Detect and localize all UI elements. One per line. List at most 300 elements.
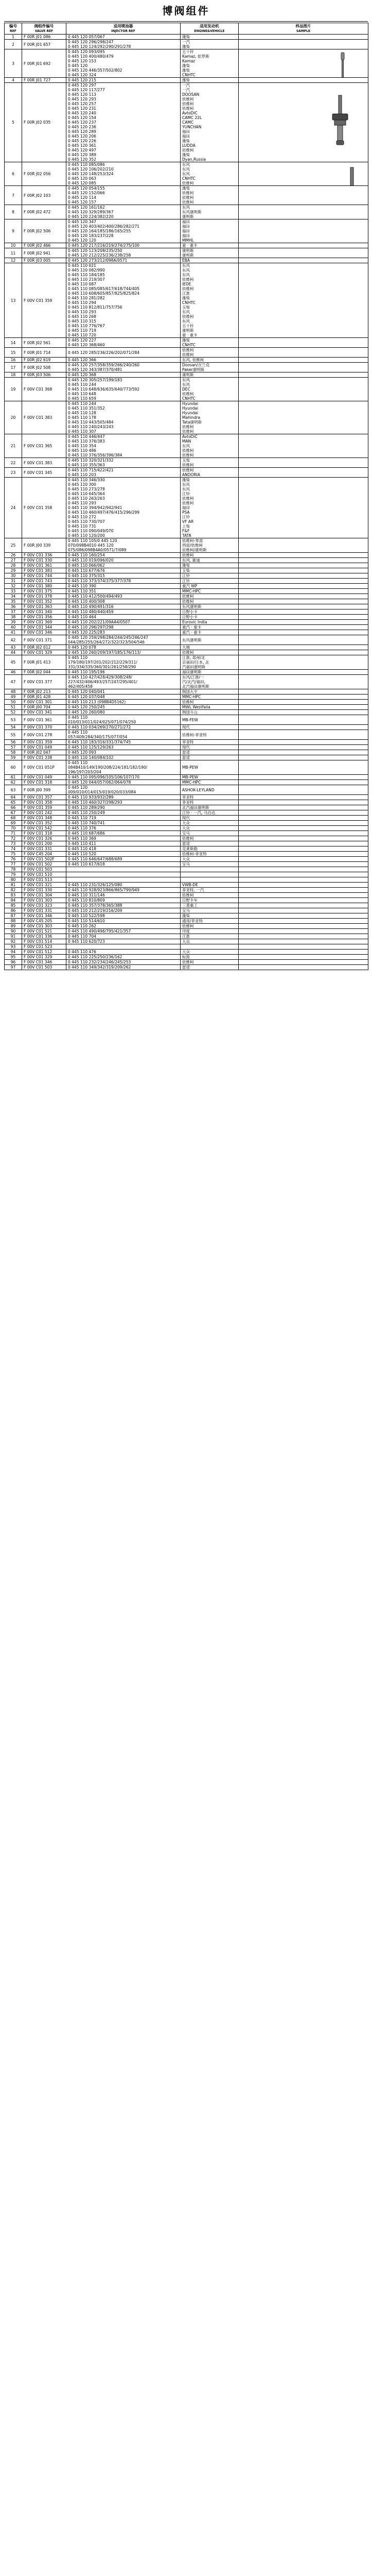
sample-cell: [239, 670, 368, 675]
engine-ref: 玉柴: [182, 568, 190, 573]
valve-ref: F 00V C01 330: [22, 888, 66, 893]
table-row: [5, 831, 368, 836]
injector-ref: 0 445 120 400/480/479: [68, 54, 114, 59]
engine-ref: 江淮: [182, 291, 190, 296]
injector-ref: 0 445 120 297: [68, 83, 96, 88]
injector-ref: 0 445 120 289: [68, 129, 96, 134]
injector-refs: [66, 872, 181, 877]
injector-refs: [66, 841, 181, 846]
valve-ref: F 00V C01 359: [22, 740, 66, 745]
row-number: 25: [5, 538, 22, 553]
injector-ref: 0 445 110 354: [68, 444, 96, 448]
injector-ref: 0 445 120 040/041: [68, 689, 105, 694]
table-row: [5, 434, 368, 458]
valve-ref: F 00V C01 345: [22, 468, 66, 478]
engine-ref: MB-PEW: [182, 775, 198, 779]
table-row: [5, 604, 368, 609]
row-number: 11: [5, 248, 22, 258]
table-row: [5, 888, 368, 893]
injector-ref: 0 445 110 460/327/298/293: [68, 800, 122, 805]
injector-ref: 0 445 110 085/085/617/618/744/405: [68, 286, 140, 291]
engine-ref: Hyundai: [182, 411, 199, 415]
engine-refs: [181, 872, 239, 877]
sample-cell: [239, 655, 368, 670]
row-number: 5: [5, 83, 22, 162]
valve-ref: F 00V C01 521: [22, 929, 66, 934]
table-row: [5, 841, 368, 846]
row-number: 3: [5, 49, 22, 78]
valve-ref: F 00R J02 012: [22, 645, 66, 650]
injector-ref: 0 445 110 810/809: [68, 898, 105, 903]
injector-ref: 0 445 120 324: [68, 73, 96, 77]
sample-cell: [239, 857, 368, 862]
valve-ref: F 00R J02 506: [22, 219, 66, 243]
engine-refs: [181, 263, 239, 338]
table-row: [5, 872, 368, 877]
injector-refs: [66, 670, 181, 675]
injector-ref: 0 445 110: [68, 655, 88, 660]
injector-ref: 0 445 110 160/254: [68, 553, 105, 557]
valve-ref: F 00R J02 035: [22, 83, 66, 162]
engine-refs: [181, 795, 239, 800]
engine-refs: [181, 670, 239, 675]
valve-ref: F 00V C01 378: [22, 594, 66, 599]
row-number: 68: [5, 816, 22, 821]
engine-refs: [181, 740, 239, 745]
engine-refs: [181, 800, 239, 805]
injector-refs: [66, 760, 181, 775]
injector-refs: [66, 852, 181, 857]
sample-cell: [239, 635, 368, 645]
engine-ref: MMC-HPC: [182, 694, 201, 699]
engine-ref: 依维柯: [182, 463, 194, 467]
sample-cell: [239, 568, 368, 573]
engine-refs: [181, 750, 239, 755]
engine-ref: IEDE: [182, 282, 191, 286]
engine-ref: 菲亚特, 一汽: [182, 888, 204, 892]
injector-ref: 0 445 110 281/282: [68, 296, 105, 300]
injector-refs: [66, 867, 181, 872]
injector-ref: 0 445 110 195/196: [68, 670, 105, 674]
injector-ref: 0 445 120 260/080: [68, 710, 105, 715]
injector-ref: 0 445 110: [68, 715, 88, 720]
injector-ref: 0 445 120 368/460: [68, 343, 105, 347]
engine-ref: 潍柴: [182, 44, 190, 49]
row-number: 84: [5, 898, 22, 903]
header-injector: 适用喷油器 INJECTOR REF: [66, 23, 181, 35]
injector-ref: 0 445 110 620/723: [68, 939, 105, 944]
injector-ref: 0 445 120 224/382/220: [68, 214, 114, 219]
injector-ref: 0 445 120 164/185/186/165/255: [68, 229, 131, 233]
valve-ref: F 00V C01 502: [22, 862, 66, 867]
injector-ref: 0 445 120 054/155: [68, 186, 105, 191]
engine-refs: [181, 725, 239, 730]
sample-cell: [239, 877, 368, 883]
row-number: 57: [5, 745, 22, 750]
sample-cell: [239, 705, 368, 710]
injector-ref: 084B410/149/190/208/224/181/182/190/: [68, 765, 148, 770]
engine-ref: CAMC 22L: [182, 115, 202, 120]
engine-ref: 依维柯: [182, 429, 194, 434]
sample-cell: [239, 609, 368, 615]
engine-refs: [181, 358, 239, 363]
valve-assembly-icon: [322, 93, 358, 150]
row-number: 34: [5, 594, 22, 599]
row-number: 87: [5, 913, 22, 919]
injector-refs: [66, 775, 181, 780]
injector-ref: 0 445 120 497: [68, 148, 96, 152]
row-number: 62: [5, 780, 22, 785]
injector-refs: [66, 205, 181, 219]
valve-ref: F 00V C01 359: [22, 805, 66, 810]
injector-refs: [66, 826, 181, 831]
engine-ref: 大众: [182, 857, 190, 861]
engine-ref: 依维柯: [182, 191, 194, 195]
engine-ref: 大众: [182, 821, 190, 825]
injector-ref: 0 445 120 113: [68, 92, 96, 97]
engine-ref: 康明斯: [182, 248, 194, 253]
engine-ref: 潍柴: [182, 63, 190, 68]
injector-ref: 0 445 110 418: [68, 846, 96, 851]
injector-ref: 0 445 120 154: [68, 115, 96, 120]
engine-ref: ANDORIA: [182, 472, 200, 477]
injector-ref: 0 445 120 296/298/247: [68, 40, 114, 44]
engine-refs: [181, 841, 239, 846]
engine-refs: [181, 934, 239, 939]
injector-ref: 0 445 110 376/356/396/384: [68, 453, 122, 457]
row-number: 44: [5, 650, 22, 655]
valve-ref: F 00V C01 383: [22, 401, 66, 434]
injector-refs: [66, 78, 181, 83]
injector-ref: 0 445 110 090/049/070: [68, 529, 114, 533]
valve-ref: F 00V C45 204: [22, 852, 66, 857]
valve-ref: F 00V C01 303: [22, 898, 66, 903]
valve-ref: F 00V C01 361: [22, 715, 66, 725]
engine-ref: 东风: [182, 487, 190, 492]
injector-refs: [66, 83, 181, 162]
engine-ref: 江铃: [182, 579, 190, 583]
valve-ref: F 00V C01 357: [22, 795, 66, 800]
table-row: [5, 615, 368, 620]
engine-ref: 依维柯: [182, 181, 194, 185]
engine-ref: 东风/江淮/一: [182, 675, 204, 680]
engine-refs: [181, 939, 239, 944]
sample-cell: [239, 378, 368, 401]
valve-ref: F 00V C01 502F: [22, 857, 66, 862]
injector-ref: 0 445 120 293: [68, 97, 96, 101]
engine-ref: 东风, 霍迪: [182, 558, 200, 563]
valve-ref: F 00R J00 339: [22, 538, 66, 553]
sample-cell: [239, 934, 368, 939]
engine-refs: [181, 960, 239, 965]
injector-ref: 0 445 110 262: [68, 924, 96, 928]
engine-ref: CAMC: [182, 120, 194, 125]
valve-ref: F 00V C01 365: [22, 434, 66, 458]
injector-ref: 0 445 110 776/767: [68, 324, 105, 328]
injector-refs: [66, 263, 181, 338]
valve-ref: F 00V C01 369: [22, 620, 66, 625]
valve-ref: F 00V C01 361: [22, 563, 66, 568]
sample-cell: [239, 83, 368, 162]
injector-ref: 0 445 120 257/358/359/266/240/260: [68, 363, 140, 367]
injector-ref: 0 445 110 125/129/263: [68, 745, 114, 750]
engine-ref: 依维柯: [182, 392, 194, 396]
engine-refs: [181, 594, 239, 599]
engine-refs: [181, 83, 239, 162]
table-row: [5, 929, 368, 934]
row-number: 86: [5, 908, 22, 913]
row-number: 1: [5, 35, 22, 40]
engine-ref: 福田康明斯: [182, 670, 202, 674]
sample-cell: [239, 862, 368, 867]
engine-ref: MB-PEW: [182, 765, 198, 770]
injector-refs: [66, 960, 181, 965]
valve-ref: F 00V C01 512: [22, 950, 66, 955]
sample-cell: [239, 893, 368, 898]
engine-ref: Eurovic India: [182, 620, 207, 624]
engine-ref: CNHTC: [182, 300, 196, 305]
row-number: 24: [5, 478, 22, 538]
engine-refs: [181, 584, 239, 589]
injector-refs: [66, 630, 181, 635]
engine-refs: [181, 258, 239, 263]
injector-ref: 0 445 110 490/491/316: [68, 604, 114, 609]
engine-ref: PSA: [182, 510, 190, 515]
injector-ref: 0 445 110 202/221/09AA4/0507: [68, 620, 130, 624]
engine-refs: [181, 655, 239, 670]
sample-cell: [239, 908, 368, 913]
injector-ref: 0 445 110 608/605/857/825/825/824: [68, 291, 140, 296]
engine-ref: 潍柴: [182, 35, 190, 39]
injector-refs: [66, 573, 181, 579]
sample-cell: [239, 40, 368, 49]
table-row: [5, 468, 368, 478]
engine-ref: 重汽 WP: [182, 584, 198, 588]
sample-cell: [239, 625, 368, 630]
row-number: 29: [5, 568, 22, 573]
engine-ref: 玉柴: [182, 458, 190, 463]
injector-ref: 0 445 120 389: [68, 152, 96, 157]
valve-ref: F 00V C01 503: [22, 965, 66, 970]
injector-ref: 0 445 110 232/234/246/245/253: [68, 960, 131, 964]
row-number: 81: [5, 883, 22, 888]
engine-refs: [181, 805, 239, 810]
injector-ref: 0 445 120 085: [68, 181, 96, 185]
injector-refs: [66, 780, 181, 785]
engine-refs: [181, 348, 239, 358]
sample-cell: [239, 186, 368, 205]
valve-ref: F 00R J01 086: [22, 35, 66, 40]
row-number: 96: [5, 960, 22, 965]
engine-refs: [181, 401, 239, 434]
injector-refs: [66, 620, 181, 625]
table-row: [5, 363, 368, 372]
valve-ref: F 00V C01 051P: [22, 760, 66, 775]
table-row: [5, 263, 368, 338]
sample-cell: [239, 775, 368, 780]
valve-ref: F 00V C01 513: [22, 877, 66, 883]
valve-ref: F 00V C01 200: [22, 841, 66, 846]
sample-cell: [239, 821, 368, 826]
row-number: 33: [5, 589, 22, 594]
engine-ref: 东风: [182, 167, 190, 172]
engine-ref: 东风康明斯: [182, 604, 202, 609]
valve-ref: F 00V C01 344: [22, 625, 66, 630]
engine-refs: [181, 705, 239, 710]
header-engine: 适用发动机 ENGINE&VEHICLE: [181, 23, 239, 35]
table-row: [5, 950, 368, 955]
injector-ref: 0 445 110 645/364: [68, 492, 105, 496]
engine-ref: 江淮, 郑州/北: [182, 655, 205, 660]
engine-ref: 北汽福田康明斯: [182, 805, 209, 810]
valve-ref: F 00V C01 370: [22, 725, 66, 730]
row-number: 52: [5, 710, 22, 715]
row-number: 66: [5, 805, 22, 810]
engine-ref: AvtoDiC: [182, 434, 198, 439]
engine-ref: 潍柴: [182, 563, 190, 568]
injector-ref: 0 445 120 347: [68, 219, 96, 224]
row-number: 12: [5, 258, 22, 263]
injector-ref: 0 445 110 351: [68, 589, 96, 594]
injector-ref: 0 445 110 178: [68, 415, 96, 420]
injector-ref: 0 445 110 095/096/105/106/107/170: [68, 775, 140, 779]
engine-refs: [181, 205, 239, 219]
table-row: [5, 670, 368, 675]
engine-ref: Kamaz, 依罗斯: [182, 54, 209, 59]
table-row: [5, 401, 368, 434]
engine-refs: [181, 857, 239, 862]
valve-ref: F 00V C01 358: [22, 800, 66, 805]
injector-refs: [66, 579, 181, 584]
table-row: [5, 584, 368, 589]
sample-cell: [239, 538, 368, 553]
engine-refs: [181, 635, 239, 645]
valve-ref: F 00R J01 692: [22, 49, 66, 78]
valve-ref: F 00V C01 352: [22, 821, 66, 826]
row-number: 58: [5, 750, 22, 755]
valve-ref: F 00R J01 413: [22, 655, 66, 670]
injector-ref: 0 445 110 311/146: [68, 893, 105, 897]
injector-refs: [66, 378, 181, 401]
table-row: [5, 821, 368, 826]
engine-ref: 东风: [182, 310, 190, 314]
injector-ref: 0 445 110 411: [68, 841, 96, 846]
engine-ref: 克莱斯勒: [182, 846, 198, 851]
injector-ref: 0 445 110 812/811/757/756: [68, 305, 122, 310]
engine-ref: 潍柴: [182, 78, 190, 82]
injector-refs: [66, 538, 181, 553]
engine-refs: [181, 458, 239, 468]
engine-ref: VF AR: [182, 519, 194, 524]
engine-ref: Mahindra: [182, 415, 201, 420]
valve-ref: F 00V C01 348: [22, 816, 66, 821]
row-number: 37: [5, 609, 22, 615]
engine-refs: [181, 700, 239, 705]
injector-ref: 0 445 120 217/216/219/274/275/100: [68, 243, 140, 248]
engine-ref: 依维柯: [182, 97, 194, 101]
table-row: [5, 675, 368, 689]
engine-ref: 宝马: [182, 908, 190, 913]
sample-cell: [239, 780, 368, 785]
sample-cell: [239, 919, 368, 924]
engine-refs: [181, 568, 239, 573]
row-number: 76: [5, 857, 22, 862]
injector-refs: [66, 883, 181, 888]
row-number: 54: [5, 725, 22, 730]
sample-cell: [239, 852, 368, 857]
engine-refs: [181, 625, 239, 630]
sample-cell: [239, 965, 368, 970]
row-number: 6: [5, 162, 22, 186]
injector-ref: 0 445 110 687/686: [68, 831, 105, 836]
engine-refs: [181, 888, 239, 893]
row-number: 13: [5, 263, 22, 338]
table-row: [5, 816, 368, 821]
injector-ref: 0 445 110 720: [68, 333, 96, 337]
engine-refs: [181, 730, 239, 740]
row-number: 17: [5, 363, 22, 372]
row-number: 65: [5, 800, 22, 805]
injector-refs: [66, 785, 181, 795]
injector-ref: 0 445 110 263/263: [68, 496, 105, 501]
engine-ref: Tata康明斯: [182, 420, 202, 425]
table-row: [5, 960, 368, 965]
table-row: [5, 538, 368, 553]
sample-cell: [239, 219, 368, 243]
injector-ref: 0 445 110 460/497/476/415/296/299: [68, 510, 140, 515]
injector-ref: 0 445 110 293: [68, 310, 96, 314]
engine-refs: [181, 579, 239, 584]
engine-refs: [181, 573, 239, 579]
engine-refs: [181, 919, 239, 924]
sample-cell: [239, 760, 368, 775]
injector-ref: 0 445 110 315: [68, 319, 96, 324]
injector-ref: 0 445 110 648: [68, 392, 96, 396]
table-row: [5, 710, 368, 715]
injector-ref: 0 445 120 250/245: [68, 705, 105, 709]
valve-ref: F 00V C01 363: [22, 604, 66, 609]
row-number: 64: [5, 795, 22, 800]
sample-cell: [239, 785, 368, 795]
engine-refs: [181, 558, 239, 563]
sample-cell: [239, 950, 368, 955]
row-number: 42: [5, 635, 22, 645]
engine-ref: 上柴: [182, 524, 190, 529]
table-row: [5, 908, 368, 913]
injector-ref: 010/013/011/024/025/071/074/250: [68, 720, 136, 724]
table-row: [5, 836, 368, 841]
valve-ref: F 00V C01 368: [22, 378, 66, 401]
table-row: [5, 83, 368, 162]
injector-refs: [66, 898, 181, 903]
table-row: [5, 49, 368, 78]
engine-ref: MWL Westfalia: [182, 705, 210, 709]
injector-ref: 0 445 110: [68, 730, 88, 735]
valve-table: [4, 23, 368, 970]
engine-ref: 菲亚特: [182, 795, 194, 800]
injector-refs: [66, 609, 181, 615]
row-number: 97: [5, 965, 22, 970]
injector-refs: [66, 836, 181, 841]
sample-cell: [239, 258, 368, 263]
header-sample: 样品图片 SAMPLE: [239, 23, 368, 35]
engine-refs: [181, 780, 239, 785]
injector-ref: 0 445 110 514/610: [68, 919, 105, 923]
row-number: 46: [5, 670, 22, 675]
injector-ref: 0 445 110 659: [68, 396, 96, 401]
header-valve: 阀组件编号 VALVE REF: [22, 23, 66, 35]
engine-ref: 菲亚特: [182, 740, 194, 744]
